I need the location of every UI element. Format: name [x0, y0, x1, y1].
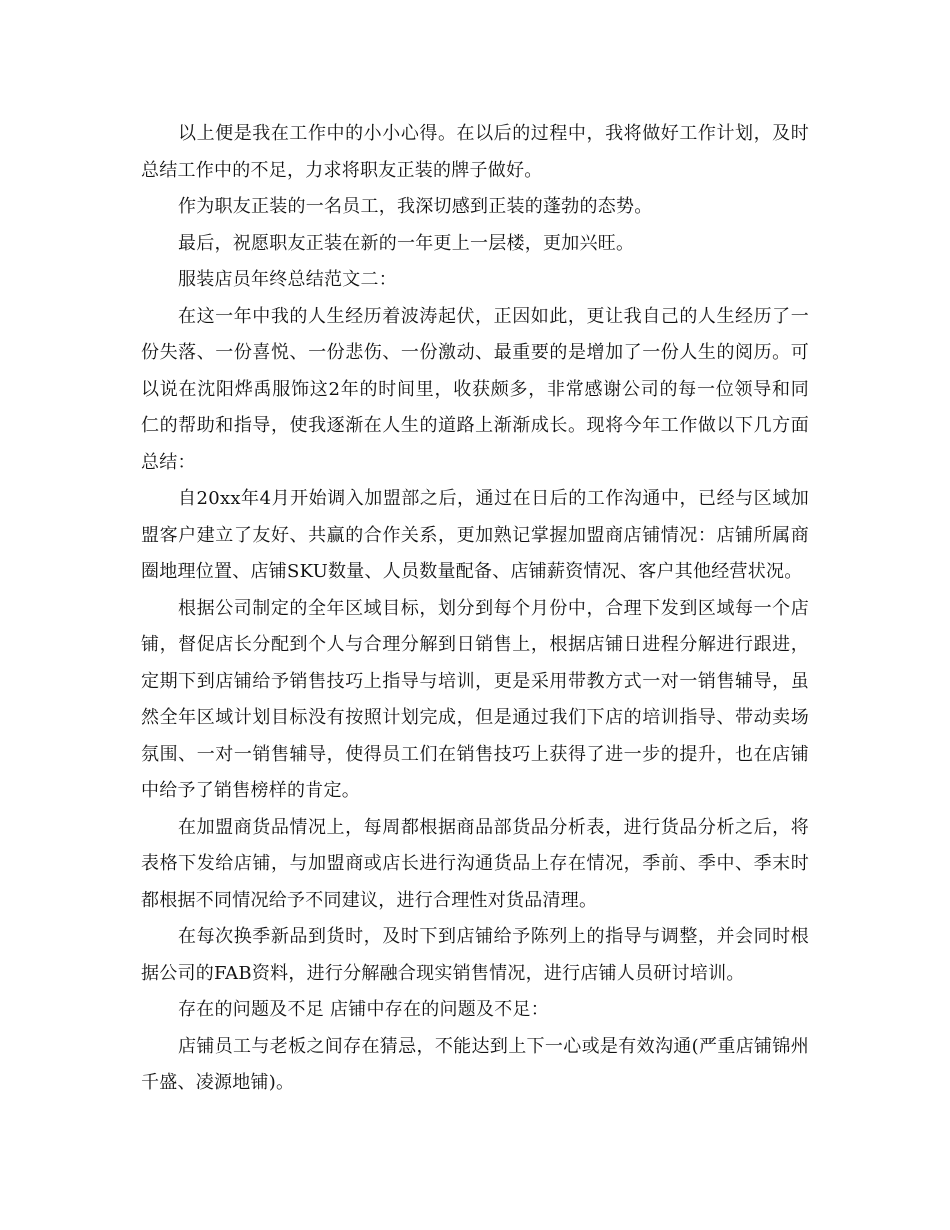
paragraph-staff-issues: 店铺员工与老板之间存在猜忌，不能达到上下一心或是有效沟通(严重店铺锦州千盛、凌源地铺)。 [141, 1035, 809, 1093]
section-heading-sample-two: 服装店员年终总结范文二： [178, 269, 397, 290]
paragraph-employee-feeling: 作为职友正装的一名员工，我深切感到正装的蓬勃的态势。 [178, 196, 653, 217]
paragraph-franchise-relations: 自20xx年4月开始调入加盟部之后，通过在日后的工作沟通中，已经与区域加盟客户建立了友好、共赢的合作关系，更加熟记掌握加盟商店铺情况：店铺所属商圈地理位置、店铺SKU数量、人员数量配备、店铺薪资情况、客户其他经营状况。 [141, 488, 809, 582]
paragraph-conclusion: 以上便是我在工作中的小小心得。在以后的过程中，我将做好工作计划，及时总结工作中的不足，力求将职友正装的牌子做好。 [141, 123, 809, 181]
section-heading-problems: 存在的问题及不足 店铺中存在的问题及不足： [178, 999, 549, 1020]
document-body [141, 116, 809, 1102]
paragraph-year-overview: 在这一年中我的人生经历着波涛起伏，正因如此，更让我自己的人生经历了一份失落、一份喜悦、一份悲伤、一份激动、最重要的是增加了一份人生的阅历。可以说在沈阳烨禹服饰这2年的时间里，收获颇多，非常感谢公司的每一位领导和同仁的帮助和指导，使我逐渐在人生的道路上渐渐成长。现将今年工作做以下几方面总结： [141, 305, 809, 473]
paragraph-sales-targets: 根据公司制定的全年区域目标，划分到每个月份中，合理下发到区域每一个店铺，督促店长分配到个人与合理分解到日销售上，根据店铺日进程分解进行跟进，定期下到店铺给予销售技巧上指导与培训，更是采用带教方式一对一销售辅导，虽然全年区域计划目标没有按照计划完成，但是通过我们下店的培训指导、带动卖场氛围、一对一销售辅导，使得员工们在销售技巧上获得了进一步的提升，也在店铺中给予了销售榜样的肯定。 [141, 597, 809, 801]
paragraph-wishes: 最后，祝愿职友正装在新的一年更上一层楼，更加兴旺。 [178, 232, 635, 254]
paragraph-new-season-display: 在每次换季新品到货时，及时下到店铺给予陈列上的指导与调整，并会同时根据公司的FAB资料，进行分解融合现实销售情况，进行店铺人员研讨培训。 [141, 926, 809, 984]
paragraph-inventory-analysis: 在加盟商货品情况上，每周都根据商品部货品分析表，进行货品分析之后，将表格下发给店铺，与加盟商或店长进行沟通货品上存在情况，季前、季中、季末时都根据不同情况给予不同建议，进行合理性对货品清理。 [141, 816, 809, 911]
